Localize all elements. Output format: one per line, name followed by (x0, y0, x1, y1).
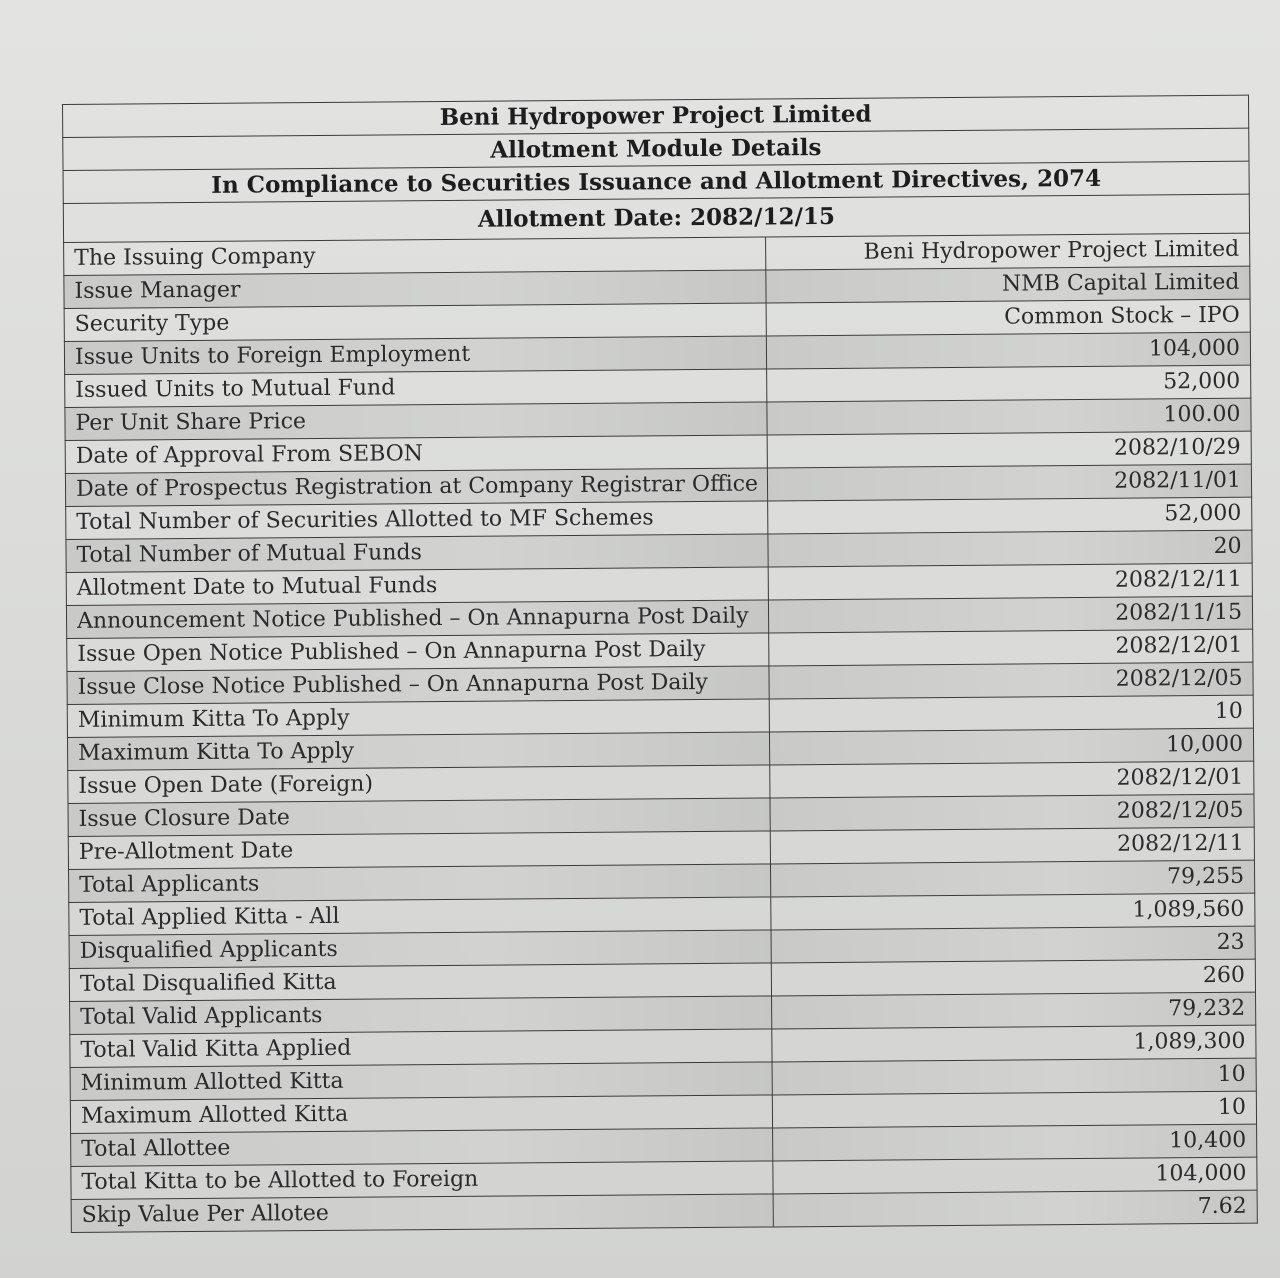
row-value: Common Stock – IPO (766, 299, 1250, 336)
allotment-table (62, 95, 1258, 1233)
row-value: 52,000 (767, 365, 1251, 402)
row-value: 2082/10/29 (767, 431, 1251, 468)
row-value: 10 (772, 1058, 1256, 1095)
compliance-title: In Compliance to Securities Issuance and Allotment Directives, 2074 (63, 161, 1249, 203)
row-label: Per Unit Share Price (65, 402, 767, 441)
row-value: 7.62 (773, 1190, 1257, 1227)
row-label: Issue Open Date (Foreign) (68, 765, 770, 804)
row-value: 79,232 (772, 992, 1256, 1029)
row-label: Issued Units to Mutual Fund (65, 369, 767, 408)
company-title: Beni Hydropower Project Limited (63, 95, 1249, 137)
row-label: Total Valid Kitta Applied (70, 1029, 772, 1068)
row-value: 2082/12/01 (770, 761, 1254, 798)
row-value: 10 (769, 695, 1253, 732)
row-value: 104,000 (766, 332, 1250, 369)
module-title: Allotment Module Details (63, 128, 1249, 170)
row-value: 52,000 (768, 497, 1252, 534)
row-label: Maximum Kitta To Apply (67, 732, 769, 771)
row-value: 2082/12/11 (768, 563, 1252, 600)
row-value: 1,089,300 (772, 1025, 1256, 1062)
row-label: Maximum Allotted Kitta (70, 1095, 772, 1134)
row-value: 260 (771, 959, 1255, 996)
row-value: 2082/11/15 (768, 596, 1252, 633)
row-label: Issue Open Notice Published – On Annapurna Post Daily (67, 633, 769, 672)
row-label: Pre-Allotment Date (68, 831, 770, 870)
row-label: Issue Closure Date (68, 798, 770, 837)
row-label: Total Applicants (69, 864, 771, 903)
row-value: Beni Hydropower Project Limited (766, 233, 1250, 270)
row-value: 79,255 (770, 860, 1254, 897)
row-label: Skip Value Per Allotee (71, 1194, 773, 1233)
row-label: Total Allottee (71, 1128, 773, 1167)
row-label: Total Valid Applicants (70, 996, 772, 1035)
row-label: Minimum Kitta To Apply (67, 699, 769, 738)
row-label: Disqualified Applicants (69, 930, 771, 969)
row-label: Announcement Notice Published – On Annapurna Post Daily (66, 600, 768, 639)
row-value: 2082/12/01 (769, 629, 1253, 666)
row-label: Total Disqualified Kitta (69, 963, 771, 1002)
allotment-date-title: Allotment Date: 2082/12/15 (63, 194, 1249, 242)
row-label: Security Type (64, 303, 766, 342)
row-value: 23 (771, 926, 1255, 963)
row-label: Issue Units to Foreign Employment (64, 336, 766, 375)
row-label: Date of Prospectus Registration at Company Registrar Office (65, 468, 767, 507)
row-value: 10,000 (769, 728, 1253, 765)
row-value: 104,000 (773, 1157, 1257, 1194)
row-label: Issue Manager (64, 270, 766, 309)
row-value: NMB Capital Limited (766, 266, 1250, 303)
row-value: 20 (768, 530, 1252, 567)
allotment-document (62, 95, 1257, 1233)
row-value: 10 (772, 1091, 1256, 1128)
row-value: 2082/11/01 (767, 464, 1251, 501)
row-value: 2082/12/05 (769, 662, 1253, 699)
row-label: Total Kitta to be Allotted to Foreign (71, 1161, 773, 1200)
row-label: Allotment Date to Mutual Funds (66, 567, 768, 606)
row-label: Minimum Allotted Kitta (70, 1062, 772, 1101)
row-label: Total Number of Securities Allotted to MF Schemes (66, 501, 768, 540)
row-value: 100.00 (767, 398, 1251, 435)
row-label: Date of Approval From SEBON (65, 435, 767, 474)
row-value: 10,400 (773, 1124, 1257, 1161)
row-label: Issue Close Notice Published – On Annapurna Post Daily (67, 666, 769, 705)
row-value: 1,089,560 (771, 893, 1255, 930)
row-value: 2082/12/11 (770, 827, 1254, 864)
row-label: Total Number of Mutual Funds (66, 534, 768, 573)
row-value: 2082/12/05 (770, 794, 1254, 831)
row-label: Total Applied Kitta - All (69, 897, 771, 936)
row-label: The Issuing Company (64, 237, 766, 276)
